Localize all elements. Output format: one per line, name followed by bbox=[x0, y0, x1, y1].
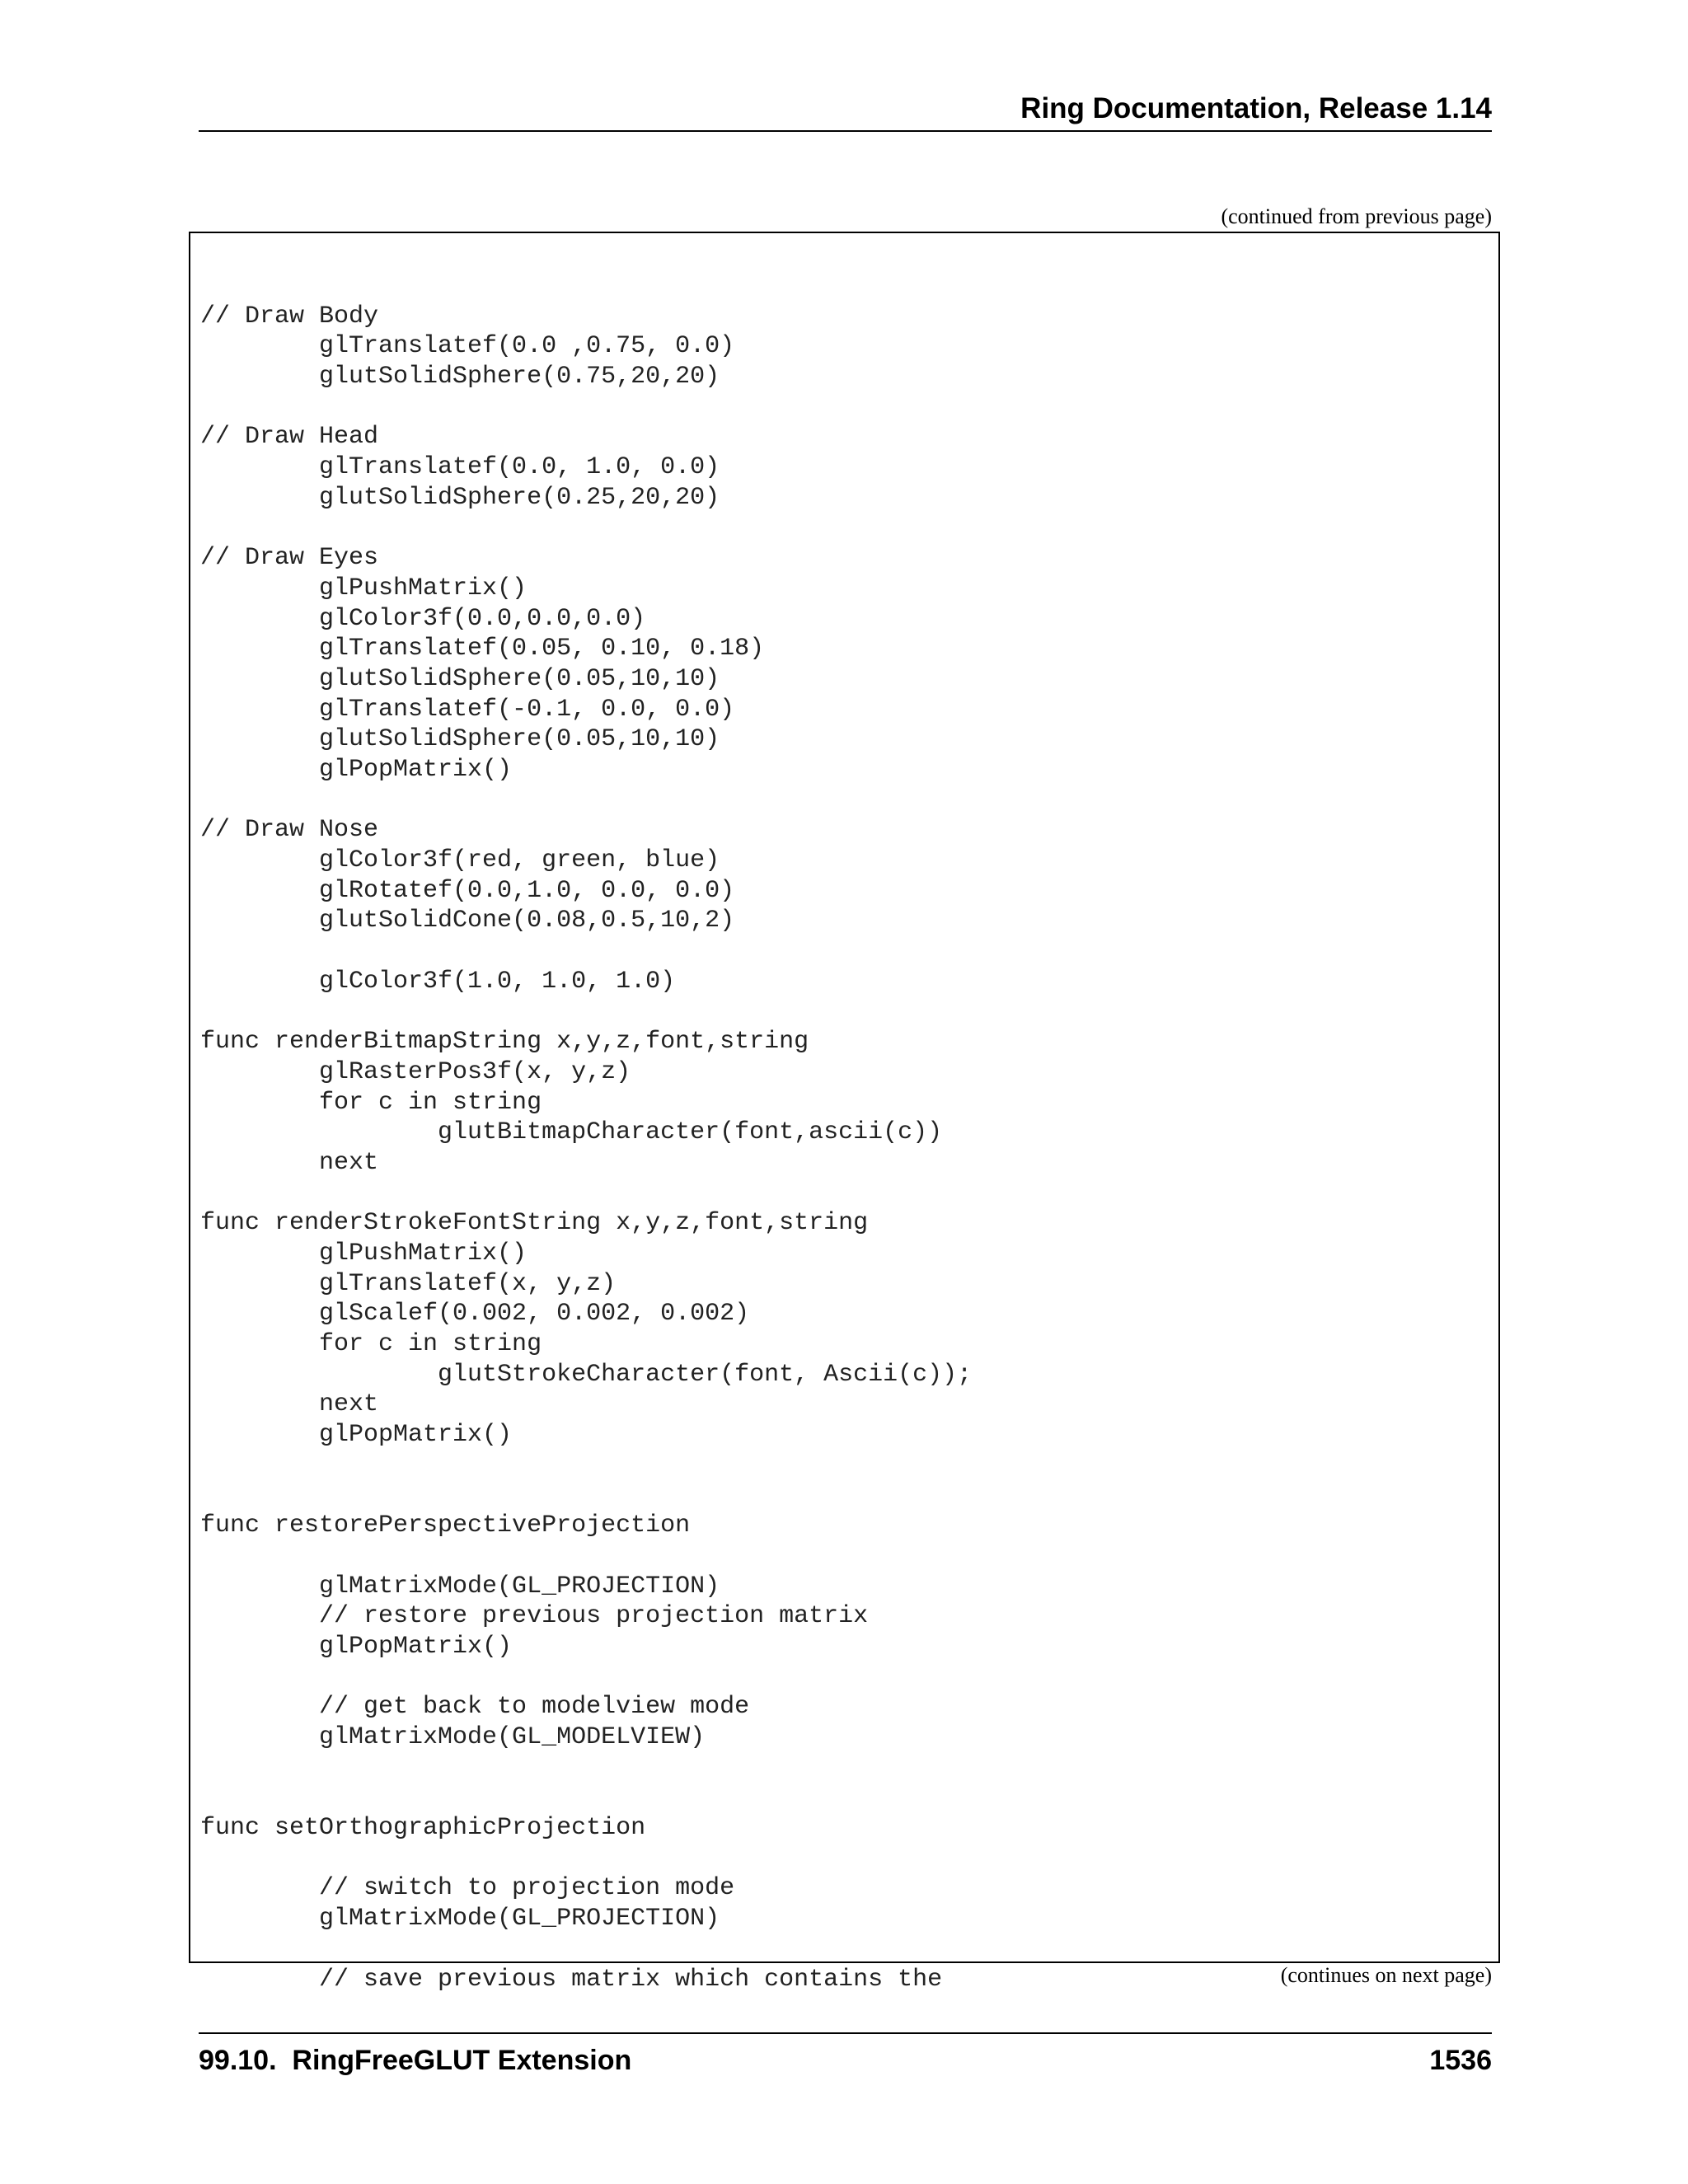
code-line: // Draw Eyes bbox=[200, 544, 379, 573]
code-line: glColor3f(red, green, blue) bbox=[200, 846, 720, 875]
code-line: // save previous matrix which contains the bbox=[200, 1965, 943, 1994]
code-line: glPushMatrix() bbox=[200, 574, 528, 602]
code-line bbox=[200, 1753, 972, 1783]
code-line: glTranslatef(-0.1, 0.0, 0.0) bbox=[200, 695, 735, 724]
footer-divider bbox=[199, 2032, 1492, 2034]
code-line: func renderStrokeFontString x,y,z,font,string bbox=[200, 1209, 869, 1238]
code-line bbox=[200, 392, 972, 423]
code-lines bbox=[200, 271, 972, 1994]
code-line bbox=[200, 1451, 972, 1481]
code-line bbox=[200, 997, 972, 1028]
code-line: glMatrixMode(GL_MODELVIEW) bbox=[200, 1723, 706, 1751]
code-line: glPopMatrix() bbox=[200, 1421, 513, 1450]
header-divider bbox=[199, 130, 1492, 132]
code-line bbox=[200, 1934, 972, 1965]
code-line: func renderBitmapString x,y,z,font,string bbox=[200, 1028, 809, 1057]
code-line bbox=[200, 1662, 972, 1693]
code-line: glutSolidSphere(0.05,10,10) bbox=[200, 725, 720, 754]
code-line: glutSolidSphere(0.25,20,20) bbox=[200, 483, 720, 512]
code-line: glScalef(0.002, 0.002, 0.002) bbox=[200, 1300, 750, 1329]
code-line: glMatrixMode(GL_PROJECTION) bbox=[200, 1905, 720, 1933]
code-line: // get back to modelview mode bbox=[200, 1693, 750, 1722]
code-line: glPushMatrix() bbox=[200, 1240, 528, 1268]
code-line: // Draw Head bbox=[200, 423, 379, 452]
code-line: glTranslatef(0.05, 0.10, 0.18) bbox=[200, 635, 765, 663]
code-line: glPopMatrix() bbox=[200, 756, 513, 784]
code-line: func setOrthographicProjection bbox=[200, 1814, 646, 1843]
code-line: for c in string bbox=[200, 1088, 542, 1117]
code-line bbox=[200, 513, 972, 544]
code-line bbox=[200, 271, 972, 302]
code-line: glutSolidSphere(0.75,20,20) bbox=[200, 363, 720, 391]
code-line: next bbox=[200, 1148, 379, 1177]
code-line bbox=[200, 1541, 972, 1572]
code-line bbox=[200, 785, 972, 816]
code-line bbox=[200, 1844, 972, 1874]
code-line bbox=[200, 936, 972, 967]
continued-from-note: (continued from previous page) bbox=[1221, 204, 1492, 228]
code-line: // switch to projection mode bbox=[200, 1874, 735, 1903]
code-line: glMatrixMode(GL_PROJECTION) bbox=[200, 1572, 720, 1601]
code-line: glPopMatrix() bbox=[200, 1632, 513, 1661]
code-line: for c in string bbox=[200, 1330, 542, 1359]
code-line: glTranslatef(x, y,z) bbox=[200, 1269, 617, 1298]
code-line: glRasterPos3f(x, y,z) bbox=[200, 1057, 631, 1086]
code-line bbox=[200, 1783, 972, 1813]
code-line: // restore previous projection matrix bbox=[200, 1602, 869, 1631]
code-line: glRotatef(0.0,1.0, 0.0, 0.0) bbox=[200, 876, 735, 905]
code-line: glutSolidSphere(0.05,10,10) bbox=[200, 664, 720, 693]
code-line: glTranslatef(0.0, 1.0, 0.0) bbox=[200, 453, 720, 482]
code-line: glutSolidCone(0.08,0.5,10,2) bbox=[200, 907, 735, 935]
code-line: glutBitmapCharacter(font,ascii(c)) bbox=[200, 1118, 943, 1147]
code-line: next bbox=[200, 1390, 379, 1419]
code-line: func restorePerspectiveProjection bbox=[200, 1511, 691, 1540]
code-line: glColor3f(0.0,0.0,0.0) bbox=[200, 604, 646, 633]
footer-page-number: 1536 bbox=[1429, 2045, 1492, 2076]
page-header-title: Ring Documentation, Release 1.14 bbox=[1020, 92, 1492, 124]
code-line bbox=[200, 1179, 972, 1209]
code-line: glTranslatef(0.0 ,0.75, 0.0) bbox=[200, 332, 735, 361]
continues-next-note: (continues on next page) bbox=[1280, 1963, 1492, 1987]
footer-section-title: 99.10. RingFreeGLUT Extension bbox=[199, 2045, 632, 2076]
code-line bbox=[200, 1481, 972, 1511]
code-line: glutStrokeCharacter(font, Ascii(c)); bbox=[200, 1360, 973, 1389]
code-line: // Draw Nose bbox=[200, 816, 379, 845]
code-line: glColor3f(1.0, 1.0, 1.0) bbox=[200, 967, 676, 996]
code-line: // Draw Body bbox=[200, 302, 379, 330]
